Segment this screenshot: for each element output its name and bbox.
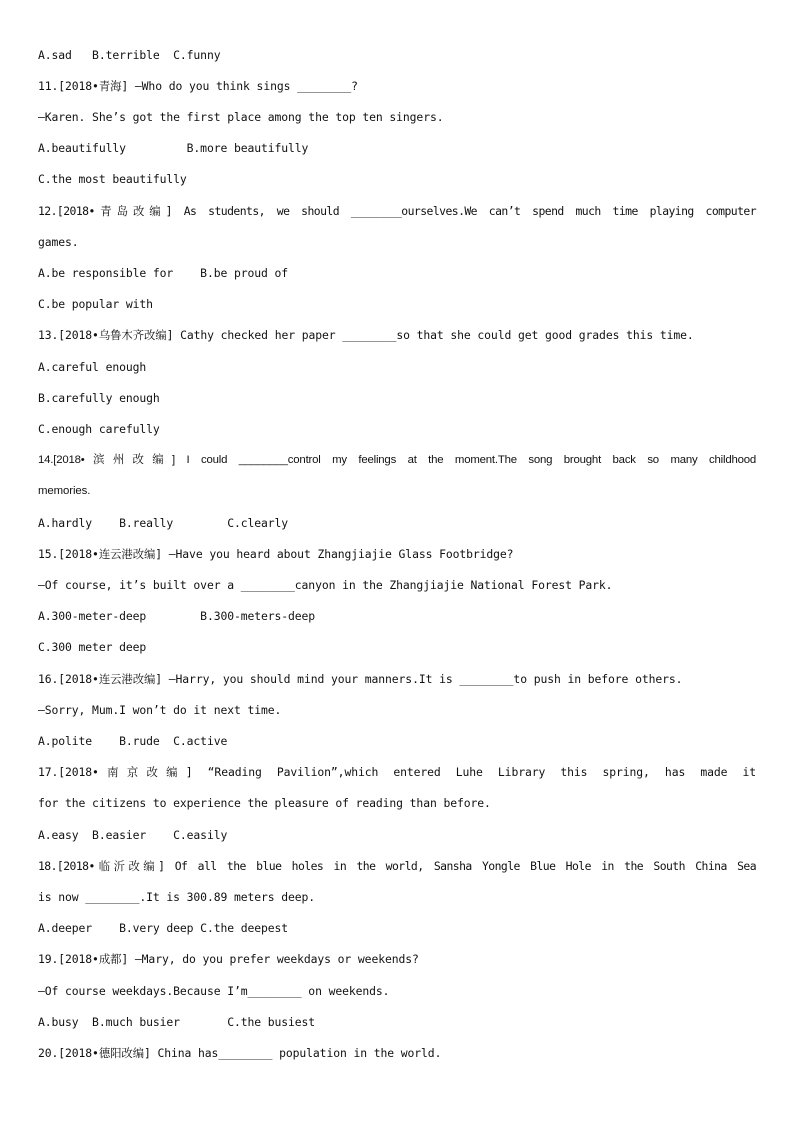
q13-option-b: B.carefully enough [38,391,160,405]
q13-question: 13.[2018•乌鲁木齐改编] Cathy checked her paper ________so that she could get good grades this time. [38,328,694,342]
q15-dialogue: —Of course, it’s built over a ________canyon in the Zhangjiajie National Forest Park. [38,578,613,592]
q19-dialogue: —Of course weekdays.Because I’m________ on weekends. [38,984,390,998]
q20-question: 20.[2018•德阳改编] China has________ population in the world. [38,1046,442,1060]
q18-question-cont: is now ________.It is 300.89 meters deep. [38,890,316,904]
q13-option-a: A.careful enough [38,360,147,374]
q12-question-cont: games. [38,235,79,249]
q11-options-ab: A.beautifully B.more beautifully [38,141,309,155]
q19-question: 19.[2018•成都] —Mary, do you prefer weekdays or weekends? [38,952,419,966]
q15-question: 15.[2018•连云港改编] —Have you heard about Zhangjiajie Glass Footbridge? [38,547,514,561]
q17-question-cont: for the citizens to experience the pleasure of reading than before. [38,796,491,810]
q18-options: A.deeper B.very deep C.the deepest [38,921,289,935]
q16-options: A.polite B.rude C.active [38,734,228,748]
q12-question: 12.[2018•青岛改编] As students, we should ________ourselves.We can’t spend much time playing computer [38,204,756,218]
q16-dialogue: —Sorry, Mum.I won’t do it next time. [38,703,282,717]
q13-option-c: C.enough carefully [38,422,160,436]
q15-options-ab: A.300-meter-deep B.300-meters-deep [38,609,316,623]
q14-options: A.hardly B.really C.clearly [38,516,289,530]
q15-option-c: C.300 meter deep [38,640,147,654]
q18-question: 18.[2018•临沂改编] Of all the blue holes in the world, Sansha Yongle Blue Hole in the South China Sea [38,859,756,873]
q14-question-cont: memories. [38,485,91,497]
q16-question: 16.[2018•连云港改编] —Harry, you should mind your manners.It is ________to push in before others. [38,672,683,686]
q11-dialogue: —Karen. She’s got the first place among the top ten singers. [38,110,444,124]
q17-options: A.easy B.easier C.easily [38,828,228,842]
q17-question: 17.[2018•南京改编] “Reading Pavilion”,which entered Luhe Library this spring, has made it [38,765,756,779]
q14-question: 14.[2018•滨州改编] I could ________control my feelings at the moment.The song brought back so many childhood [38,454,756,466]
q10-options: A.sad B.terrible C.funny [38,48,221,62]
q11-question: 11.[2018•青海] —Who do you think sings ________? [38,79,358,93]
q11-option-c: C.the most beautifully [38,172,187,186]
q12-option-c: C.be popular with [38,297,153,311]
q12-options-ab: A.be responsible for B.be proud of [38,266,289,280]
q19-options: A.busy B.much busier C.the busiest [38,1015,316,1029]
